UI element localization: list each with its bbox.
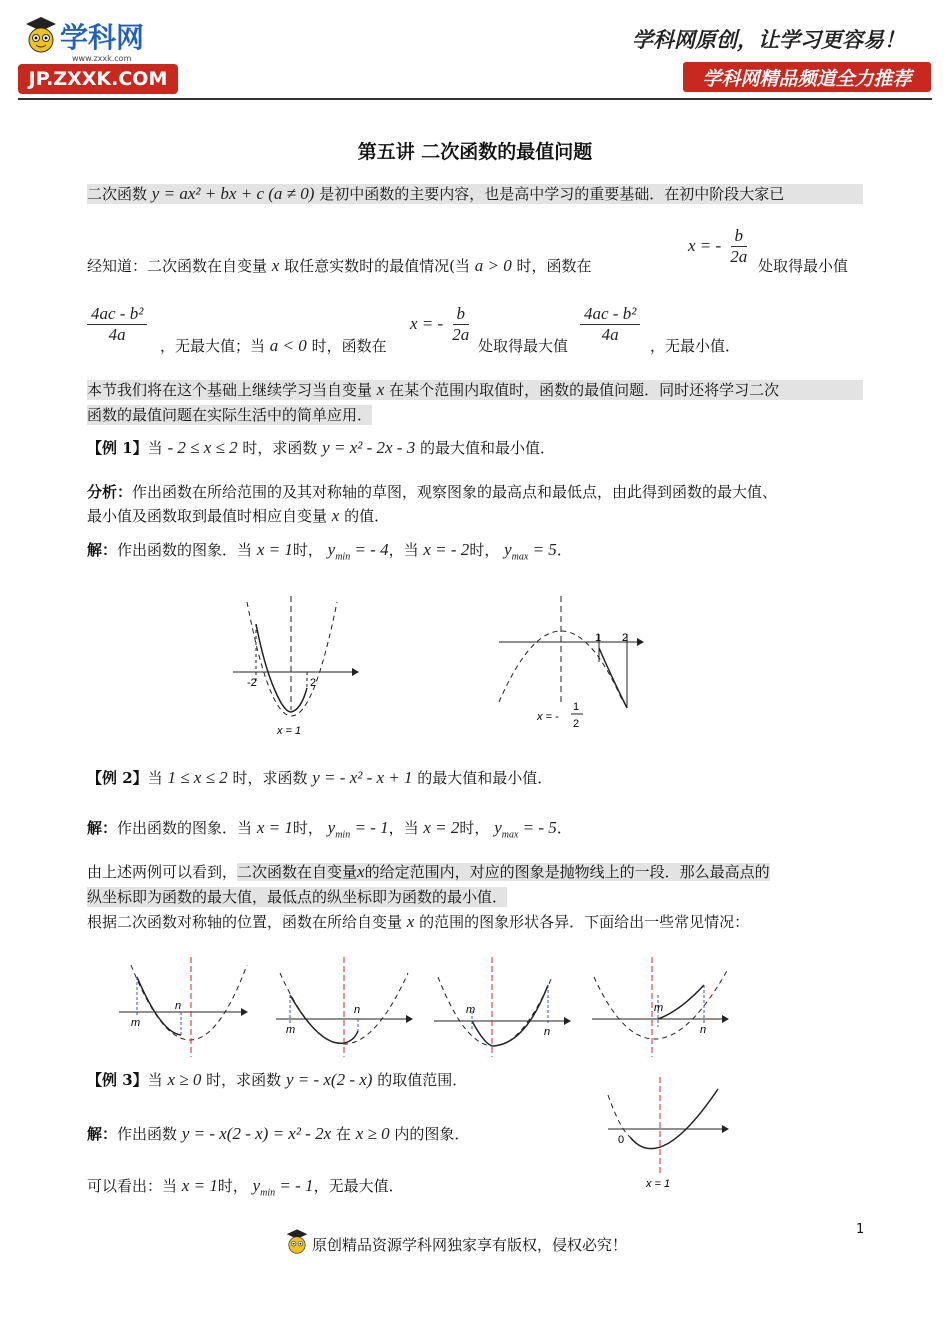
ex-condition: - 2 ≤ x ≤ 2 — [167, 438, 238, 457]
x-axis-arrow-icon — [406, 1015, 413, 1023]
frac-num: b — [453, 304, 470, 325]
analysis-text: 作出函数在所给范围的及其对称轴的草图，观察图象的最高点和最低点，由此得到函数的最大值、 — [132, 483, 778, 501]
var-x: x — [271, 256, 280, 275]
label-n: n — [700, 1024, 707, 1036]
intro-text: ，无最小值． — [650, 337, 741, 355]
intro-text: 取任意实数时的最值情况(当 — [284, 257, 470, 275]
intro-line-1 — [87, 184, 863, 204]
solution-text: 内的图象． — [394, 1125, 470, 1143]
intro-line-2 — [87, 256, 592, 276]
var-x: x — [357, 862, 365, 881]
x-axis-arrow-icon — [722, 1015, 729, 1023]
subscript: min — [335, 829, 351, 841]
section-text: 本节我们将在这个基础上继续学习当自变量 — [87, 381, 373, 399]
summary-text: 根据二次函数对称轴的位置，函数在所给自变量 — [87, 913, 403, 931]
ex-condition: 1 ≤ x ≤ 2 — [167, 768, 228, 787]
logo-text: 学科网 — [60, 21, 145, 54]
fraction — [448, 304, 473, 345]
y-var: y — [327, 540, 336, 559]
sol-x-value: x = 1 — [256, 540, 293, 559]
mascot-footer-icon — [284, 1226, 310, 1260]
example-1-graph — [225, 590, 360, 740]
ex-function: y = x² - 2x - 3 — [322, 438, 416, 457]
sol-x-value: x = 1 — [181, 1176, 218, 1195]
subscript: max — [501, 829, 519, 841]
example-1-graph-2 — [495, 590, 645, 740]
parabola-dashed — [247, 602, 337, 716]
ex-condition: x ≥ 0 — [355, 1124, 390, 1143]
parabola-dashed — [608, 1095, 630, 1137]
solution-text: ． — [556, 541, 572, 559]
tick-label-right: 2 — [310, 677, 317, 689]
section-text: 在某个范围内取值时，函数的最值问题．同时还将学习二次 — [389, 381, 780, 399]
y-max-value: = - 5 — [522, 818, 557, 837]
case-graph-1 — [115, 955, 250, 1060]
ex-text: 时，求函数 — [206, 1071, 282, 1089]
parabola-solid — [472, 985, 551, 1046]
solution-text: ，当 — [388, 819, 419, 837]
y-max-value: = 5 — [532, 540, 557, 559]
label-n: n — [544, 1026, 551, 1038]
axis-label: x = 1 — [646, 1178, 671, 1190]
header-divider — [18, 98, 932, 100]
ex-text: 的最大值和最小值． — [419, 439, 555, 457]
frac-num: 4ac - b² — [87, 304, 147, 325]
intro-text: ，无最大值；当 — [160, 337, 266, 355]
slogan: 学科网原创，让学习更容易！ — [632, 27, 905, 52]
x-axis-arrow-icon — [241, 1008, 248, 1016]
parabola-solid — [599, 648, 627, 708]
tick-label-2: 2 — [622, 632, 629, 644]
ex-function: y = - x(2 - x) — [285, 1070, 373, 1089]
y-min — [327, 540, 389, 563]
summary-line-1 — [87, 862, 770, 882]
intro-text: 二次函数 — [87, 185, 148, 203]
summary-highlight — [237, 863, 770, 881]
solution-text: ． — [556, 819, 572, 837]
y-min-value: = - 1 — [354, 818, 389, 837]
axis-label-num: 1 — [573, 701, 580, 713]
ex-function: y = - x(2 - x) = x² - 2x — [181, 1124, 332, 1143]
summary-text: 由上述两例可以看到， — [87, 863, 238, 881]
frac-num: b — [731, 226, 748, 247]
case-graph-2 — [272, 955, 417, 1060]
label-m: m — [131, 1017, 141, 1029]
solution-label: 解： — [87, 541, 118, 559]
y-max — [504, 540, 557, 563]
page-title: 第五讲 二次函数的最值问题 — [357, 141, 593, 163]
ex-text: 时，求函数 — [232, 769, 308, 787]
analysis-text: 最小值及函数取到最值时相应自变量 — [87, 507, 328, 525]
example-3-solution — [87, 1124, 469, 1144]
var-x: x — [406, 912, 415, 931]
sol-x-value: x = - 2 — [423, 540, 470, 559]
label-m: m — [466, 1004, 476, 1016]
example-1-solution — [87, 540, 572, 567]
ex-function: y = - x² - x + 1 — [312, 768, 413, 787]
example-2-solution — [87, 818, 572, 845]
intro-text: 处取得最大值 — [478, 337, 569, 355]
label-n: n — [354, 1004, 361, 1016]
vertex-x-formula-2 — [410, 304, 473, 345]
example-3-conclusion — [87, 1176, 404, 1203]
intro-text: 经知道：二次函数在自变量 — [87, 257, 268, 275]
solution-text: 时， — [292, 819, 323, 837]
fraction — [726, 226, 751, 267]
solution-text: 在 — [335, 1125, 351, 1143]
axis-label-lhs: x = - — [537, 711, 559, 723]
y-min — [327, 818, 389, 841]
extreme-value-formula-1 — [87, 304, 147, 345]
y-var: y — [327, 818, 336, 837]
solution-text: 时， — [459, 819, 490, 837]
ex-text: 的取值范围． — [377, 1071, 468, 1089]
ex-text: 的最大值和最小值． — [417, 769, 553, 787]
x-axis-arrow-icon — [722, 1125, 729, 1133]
ex-text: 时，求函数 — [242, 439, 318, 457]
solution-text: 时， — [292, 541, 323, 559]
frac-den: 2a — [730, 247, 748, 266]
intro-text: 时，函数在 — [516, 257, 592, 275]
ex-text: 当 — [147, 769, 163, 787]
y-var: y — [252, 1176, 261, 1195]
parabola-solid — [630, 1089, 718, 1149]
parabola-solid — [658, 985, 704, 1019]
x-axis-arrow-icon — [564, 1017, 571, 1025]
axis-label: x = 1 — [277, 725, 302, 737]
summary-line-2: 纵坐标即为函数的最大值，最低点的纵坐标即为函数的最小值． — [87, 888, 508, 906]
condition-a-positive: a > 0 — [474, 256, 512, 275]
example-3-statement — [87, 1070, 467, 1090]
example-label: 【例 3】 — [87, 1071, 148, 1089]
y-min-value: = - 4 — [354, 540, 389, 559]
frac-num: 4ac - b² — [580, 304, 640, 325]
example-3-graph — [600, 1075, 740, 1195]
intro-text: 时，函数在 — [311, 337, 387, 355]
mascot-logo-icon — [22, 14, 60, 60]
conclusion-text: ，无最大值． — [313, 1177, 404, 1195]
vertex-x-lhs: x = - — [410, 314, 444, 333]
x-axis-arrow-icon — [637, 638, 644, 646]
solution-text: 作出函数的图象．当 — [117, 819, 253, 837]
logo-badge: JP.ZXXK.COM — [18, 64, 178, 94]
conclusion-text: 时， — [217, 1177, 248, 1195]
label-m: m — [286, 1024, 296, 1036]
logo-url: www.zxxk.com — [72, 54, 132, 63]
x-axis-arrow-icon — [352, 668, 359, 676]
solution-text: 作出函数的图象．当 — [117, 541, 253, 559]
parabola-solid — [256, 624, 307, 712]
condition-a-negative: a < 0 — [269, 336, 307, 355]
solution-text: ，当 — [388, 541, 419, 559]
quadratic-formula: y = ax² + bx + c (a ≠ 0) — [151, 184, 315, 203]
axis-label-den: 2 — [573, 718, 580, 730]
solution-label: 解： — [87, 1125, 118, 1143]
conclusion-text: 可以看出：当 — [87, 1177, 178, 1195]
intro-text: 是初中函数的主要内容，也是高中学习的重要基础．在初中阶段大家已 — [319, 185, 785, 203]
case-graph-4 — [588, 955, 733, 1060]
tick-label-1: 1 — [595, 632, 602, 644]
copyright-notice: 原创精品资源学科网独家享有版权，侵权必究！ — [312, 1236, 628, 1254]
solution-text: 时， — [469, 541, 500, 559]
section-line-1 — [87, 380, 863, 400]
y-min — [252, 1176, 314, 1199]
subscript: min — [335, 551, 351, 563]
example-2-statement — [87, 768, 552, 788]
vertex-x-lhs: x = - — [688, 236, 722, 255]
y-min-value: = - 1 — [279, 1176, 314, 1195]
tick-label-left: -2 — [247, 677, 257, 689]
fraction — [87, 304, 147, 345]
example-1-statement — [87, 438, 555, 458]
summary-text: 二次函数在自变量 — [237, 863, 358, 881]
frac-den: 2a — [452, 325, 470, 344]
subscript: min — [260, 1187, 276, 1199]
ex-condition: x ≥ 0 — [167, 1070, 202, 1089]
solution-label: 解： — [87, 819, 118, 837]
y-max — [494, 818, 557, 841]
fraction — [580, 304, 640, 345]
var-x: x — [376, 380, 385, 399]
origin-label: 0 — [618, 1134, 625, 1146]
summary-line-3 — [87, 912, 749, 932]
ex-text: 当 — [147, 1071, 163, 1089]
vertex-x-formula-1 — [688, 226, 751, 267]
case-graph-3 — [430, 955, 575, 1060]
label-m: m — [654, 1002, 664, 1014]
extreme-value-formula-2 — [580, 304, 640, 345]
y-var: y — [504, 540, 512, 559]
frac-den: 4a — [601, 325, 619, 344]
analysis-text: 的值． — [344, 507, 390, 525]
promo-banner: 学科网精品频道全力推荐 — [683, 62, 931, 92]
intro-line-3a — [160, 336, 387, 356]
var-x: x — [331, 506, 340, 525]
section-line-2: 函数的最值问题在实际生活中的简单应用． — [87, 406, 373, 424]
sol-x-value: x = 2 — [423, 818, 460, 837]
frac-den: 4a — [108, 325, 126, 344]
header — [0, 0, 950, 100]
example-1-analysis-1 — [87, 482, 777, 502]
solution-text: 作出函数 — [117, 1125, 178, 1143]
example-1-analysis-2 — [87, 506, 389, 526]
page-number: 1 — [856, 1222, 865, 1237]
summary-text: 的范围的图象形状各异．下面给出一些常见情况： — [419, 913, 750, 931]
summary-text: 的给定范围内，对应的图象是抛物线上的一段．那么最高点的 — [364, 863, 770, 881]
example-label: 【例 2】 — [87, 769, 148, 787]
parabola-dashed — [438, 977, 552, 1046]
subscript: max — [511, 551, 529, 563]
sol-x-value: x = 1 — [256, 818, 293, 837]
analysis-label: 分析： — [87, 483, 133, 501]
ex-text: 当 — [147, 439, 163, 457]
intro-text: 处取得最小值 — [758, 257, 849, 275]
example-label: 【例 1】 — [87, 439, 148, 457]
y-var: y — [494, 818, 502, 837]
label-n: n — [175, 1000, 182, 1012]
